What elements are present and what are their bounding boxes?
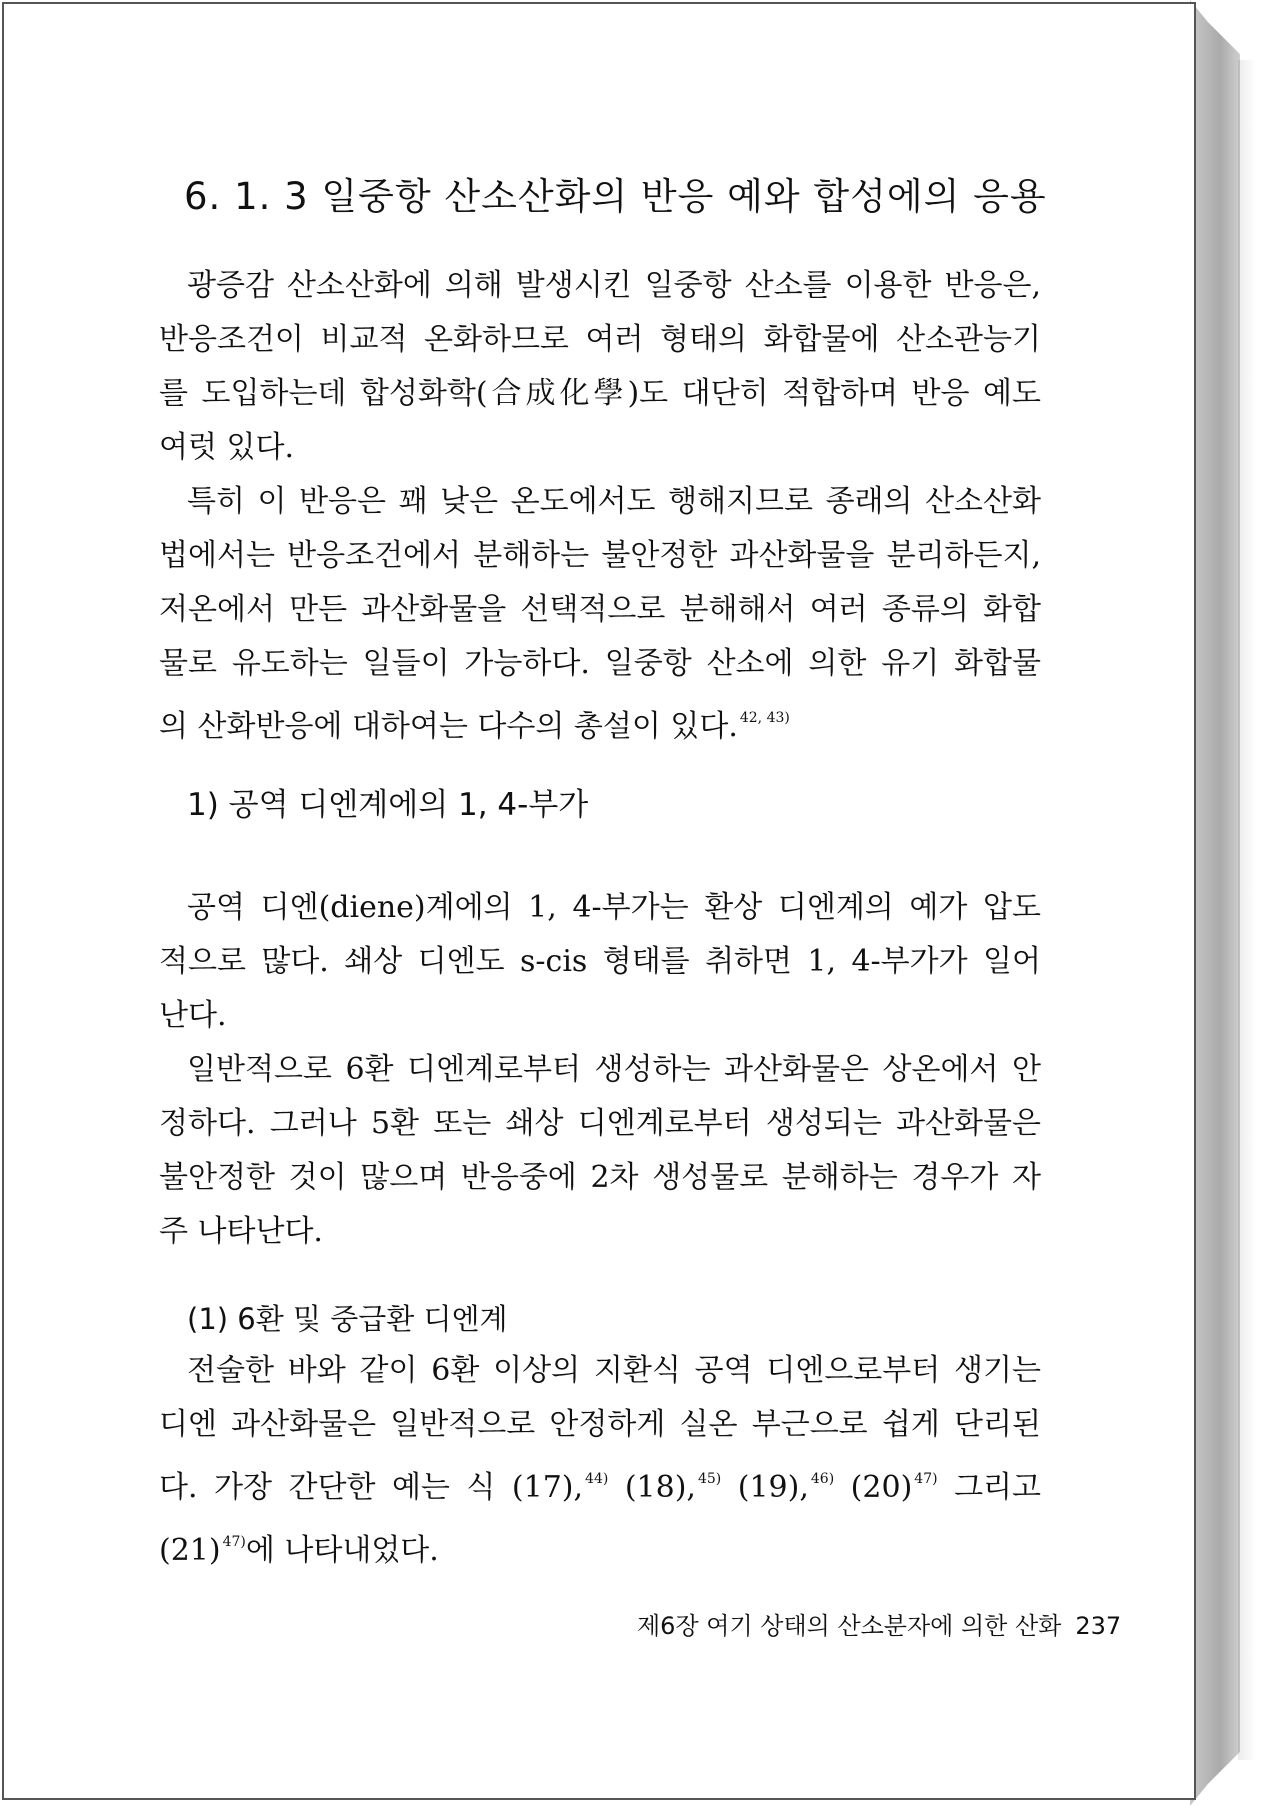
page-number: 237 [1075,1612,1122,1640]
text-line [159,1452,1041,1515]
text-line: 정하다. 그러나 5환 또는 쇄상 디엔계로부터 생성되는 과산화물은 [159,1106,1041,1141]
text-segment: 그리고 [937,1470,1042,1505]
reference-superscript: 47) [222,1534,246,1550]
text-line [159,691,1041,754]
text-line: 주 나타난다. [159,1214,323,1249]
paragraph-5 [159,1344,1041,1578]
text-segment: (21) [159,1533,221,1568]
text-line [159,1515,1041,1578]
paragraph-3 [159,881,1041,1043]
text-line: 공역 디엔(diene)계에의 1, 4-부가는 환상 디엔계의 예가 압도 [187,890,1041,925]
page-shadow [1238,60,1256,1760]
paragraph-1 [159,259,1041,475]
text-segment: 에 나타내었다. [245,1533,439,1568]
section-heading: 6. 1. 3 일중항 산소산화의 반응 예와 합성에의 응용 [184,175,1047,218]
book-page [2,2,1196,1800]
text-line: 여럿 있다. [159,430,294,465]
page-footer [637,1606,1121,1641]
page-stack-edge [1190,0,1240,1806]
reference-superscript: 46) [810,1471,835,1487]
text-line: 디엔 과산화물은 일반적으로 안정하게 실온 부근으로 쉽게 단리된 [159,1407,1041,1442]
text-line: 전술한 바와 같이 6환 이상의 지환식 공역 디엔으로부터 생기는 [187,1353,1041,1388]
text-segment: (18), [608,1470,696,1505]
reference-superscript: 42, 43) [739,710,790,726]
text-line-content: 의 산화반응에 대하여는 다수의 총설이 있다. [159,709,738,744]
paragraph-2 [159,475,1041,754]
text-line: 난다. [159,998,227,1033]
text-line: 법에서는 반응조건에서 분해하는 불안정한 과산화물을 분리하든지, [159,538,1041,573]
running-title: 제6장 여기 상태의 산소분자에 의한 산화 [637,1612,1062,1640]
text-line: 물로 유도하는 일들이 가능하다. 일중항 산소에 의한 유기 화합물 [159,646,1041,681]
text-line: 를 도입하는데 합성화학(合成化學)도 대단히 적합하며 반응 예도 [159,376,1041,411]
text-line: 광증감 산소산화에 의해 발생시킨 일중항 산소를 이용한 반응은, [187,268,1041,303]
paragraph-4 [159,1043,1041,1259]
subsection-heading: 1) 공역 디엔계에의 1, 4-부가 [187,787,589,823]
text-line: 반응조건이 비교적 온화하므로 여러 형태의 화합물에 산소관능기 [159,322,1041,357]
subsubsection-heading: (1) 6환 및 중급환 디엔계 [187,1302,508,1336]
text-segment: (20) [834,1470,913,1505]
reference-superscript: 45) [697,1471,722,1487]
text-line: 특히 이 반응은 꽤 낮은 온도에서도 행해지므로 종래의 산소산화 [187,484,1041,519]
text-line: 불안정한 것이 많으며 반응중에 2차 생성물로 분해하는 경우가 자 [159,1160,1041,1195]
text-line: 일반적으로 6환 디엔계로부터 생성하는 과산화물은 상온에서 안 [187,1052,1041,1087]
text-segment: 다. 가장 간단한 예는 식 (17), [159,1470,584,1505]
reference-superscript: 47) [914,1471,938,1487]
text-line: 저온에서 만든 과산화물을 선택적으로 분해해서 여러 종류의 화합 [159,592,1041,627]
reference-superscript: 44) [585,1471,609,1487]
text-segment: (19), [721,1470,809,1505]
text-line: 적으로 많다. 쇄상 디엔도 s-cis 형태를 취하면 1, 4-부가가 일어 [159,944,1041,979]
